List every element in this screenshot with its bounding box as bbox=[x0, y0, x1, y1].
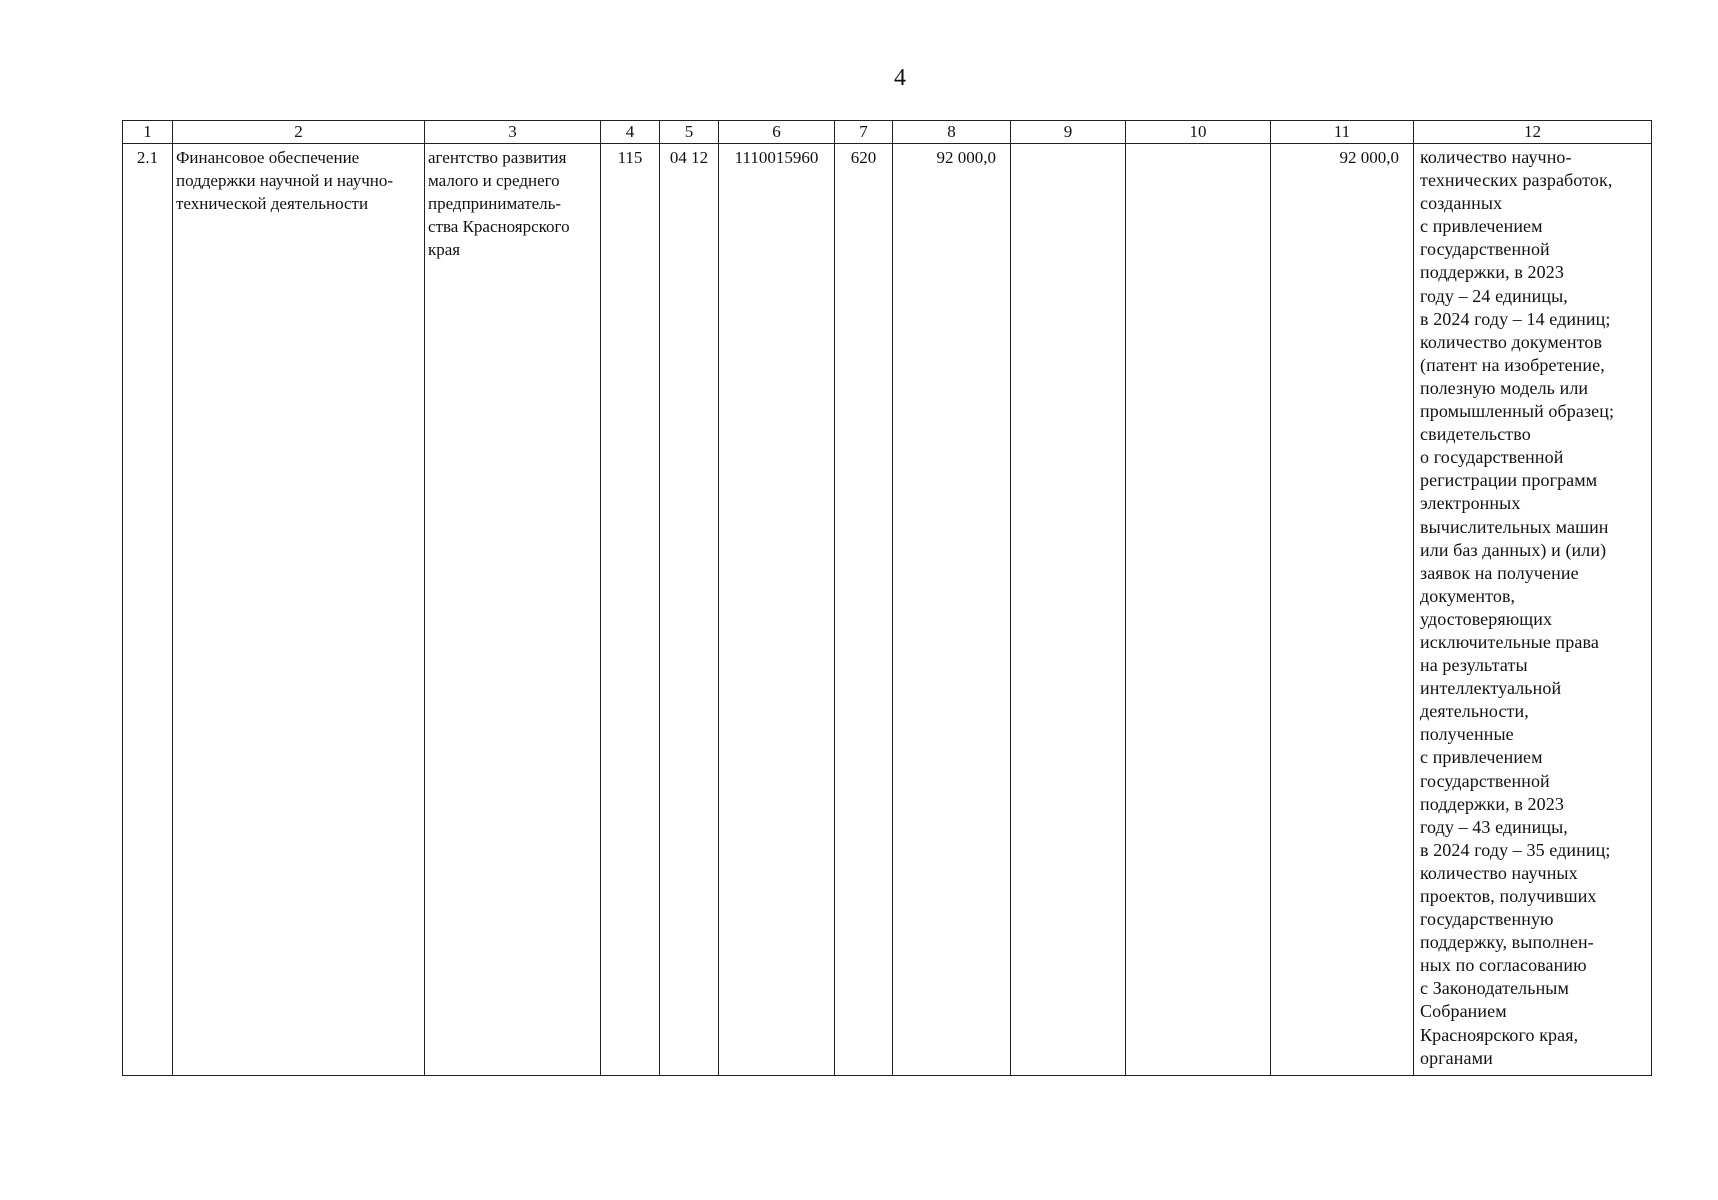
result-line: с привлечением bbox=[1420, 747, 1543, 768]
page-number: 4 bbox=[894, 65, 906, 91]
result-line: электронных bbox=[1420, 493, 1521, 514]
result-line: поддержку, выполнен- bbox=[1420, 932, 1594, 953]
result-line: на результаты bbox=[1420, 655, 1528, 676]
result-line: полезную модель или bbox=[1420, 377, 1589, 398]
header-cell-11: 11 bbox=[1271, 121, 1414, 144]
amount-cell-col9 bbox=[1011, 144, 1126, 1076]
result-line: или баз данных) и (или) bbox=[1420, 539, 1607, 560]
result-line: технических разработок, bbox=[1420, 170, 1613, 191]
result-line: регистрации программ bbox=[1420, 470, 1598, 491]
result-line: Красноярского края, bbox=[1420, 1024, 1579, 1045]
result-line: количество научных bbox=[1420, 862, 1578, 883]
result-line: году – 24 единицы, bbox=[1420, 285, 1568, 306]
header-cell-4: 4 bbox=[601, 121, 660, 144]
agency-line: края bbox=[428, 240, 461, 259]
header-cell-6: 6 bbox=[719, 121, 835, 144]
agency-cell bbox=[425, 144, 601, 1076]
result-line: органами bbox=[1420, 1047, 1493, 1068]
result-line: свидетельство bbox=[1420, 424, 1531, 445]
result-line: (патент на изобретение, bbox=[1420, 354, 1605, 375]
result-line: промышленный образец; bbox=[1420, 401, 1615, 422]
result-line: государственной bbox=[1420, 770, 1550, 791]
header-cell-12: 12 bbox=[1414, 121, 1652, 144]
budget-table bbox=[122, 120, 1652, 1076]
result-line: деятельности, bbox=[1420, 701, 1529, 722]
result-line: государственную bbox=[1420, 909, 1554, 930]
result-line: созданных bbox=[1420, 193, 1503, 214]
result-line: поддержки, в 2023 bbox=[1420, 262, 1564, 283]
result-line: году – 43 единицы, bbox=[1420, 816, 1568, 837]
table-row bbox=[123, 144, 1652, 1076]
result-line: проектов, получивших bbox=[1420, 886, 1597, 906]
amount-cell-col11: 92 000,0 bbox=[1271, 144, 1414, 1076]
row-number-cell: 2.1 bbox=[123, 144, 173, 1076]
expense-type-cell: 620 bbox=[835, 144, 893, 1076]
agency-line: ства Красноярского bbox=[428, 217, 570, 236]
header-cell-1: 1 bbox=[123, 121, 173, 144]
result-line: о государственной bbox=[1420, 447, 1564, 468]
header-cell-10: 10 bbox=[1126, 121, 1271, 144]
result-line: в 2024 году – 14 единиц; bbox=[1420, 308, 1611, 329]
result-line: количество научно- bbox=[1420, 147, 1572, 167]
header-cell-2: 2 bbox=[173, 121, 425, 144]
result-line: Собранием bbox=[1420, 1001, 1507, 1022]
amount-cell-col8: 92 000,0 bbox=[893, 144, 1011, 1076]
result-line: государственной bbox=[1420, 239, 1550, 260]
header-cell-3: 3 bbox=[425, 121, 601, 144]
amount-cell-col10 bbox=[1126, 144, 1271, 1076]
result-line: количество документов bbox=[1420, 331, 1603, 352]
result-line: с привлечением bbox=[1420, 216, 1543, 237]
header-cell-7: 7 bbox=[835, 121, 893, 144]
activity-name-line: технической деятельности bbox=[176, 194, 369, 213]
result-line: вычислительных машин bbox=[1420, 516, 1609, 537]
header-row bbox=[123, 121, 1652, 144]
activity-name-cell bbox=[173, 144, 425, 1076]
grbs-code-cell: 115 bbox=[601, 144, 660, 1076]
agency-line: малого и среднего bbox=[428, 171, 560, 190]
header-cell-5: 5 bbox=[660, 121, 719, 144]
activity-name-line: Финансовое обеспечение bbox=[176, 148, 360, 167]
result-line: с Законодательным bbox=[1420, 978, 1569, 999]
result-line: в 2024 году – 35 единиц; bbox=[1420, 839, 1611, 860]
result-line: заявок на получение bbox=[1420, 562, 1579, 583]
activity-name-line: поддержки научной и научно- bbox=[176, 171, 394, 190]
section-code-cell: 04 12 bbox=[660, 144, 719, 1076]
header-cell-8: 8 bbox=[893, 121, 1011, 144]
agency-line: агентство развития bbox=[428, 148, 567, 167]
result-line: ных по согласованию bbox=[1420, 955, 1587, 976]
agency-line: предприниматель- bbox=[428, 194, 562, 213]
target-article-cell: 1110015960 bbox=[719, 144, 835, 1076]
result-line: удостоверяющих bbox=[1420, 608, 1553, 629]
header-cell-9: 9 bbox=[1011, 121, 1126, 144]
expected-result-cell bbox=[1414, 144, 1652, 1076]
result-line: поддержки, в 2023 bbox=[1420, 793, 1564, 814]
result-line: полученные bbox=[1420, 724, 1514, 745]
result-line: документов, bbox=[1420, 585, 1516, 606]
result-line: интеллектуальной bbox=[1420, 678, 1562, 699]
result-line: исключительные права bbox=[1420, 631, 1599, 652]
